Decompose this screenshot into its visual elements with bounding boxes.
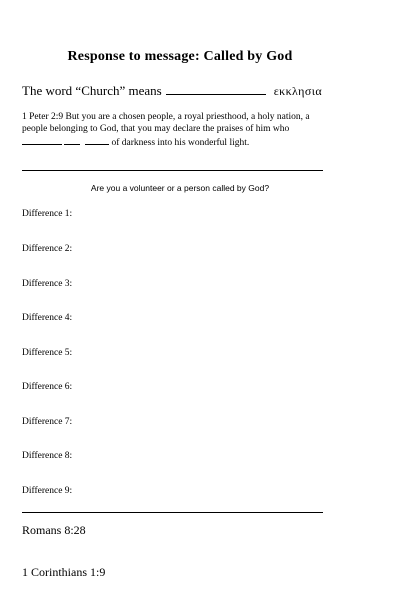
verse-blank-3 (85, 135, 109, 145)
scripture-passage (22, 111, 342, 149)
question-heading: Are you a volunteer or a person called by God? (90, 183, 270, 193)
church-definition-line (22, 82, 322, 99)
difference-label: Difference 3: (22, 279, 73, 289)
greek-word: εκκλησια (273, 84, 323, 98)
reference-romans: Romans 8:28 (22, 523, 86, 537)
difference-label: Difference 1: (22, 209, 73, 219)
difference-label: Difference 2: (22, 244, 73, 254)
difference-label: Difference 8: (22, 451, 73, 461)
difference-label: Difference 4: (22, 313, 73, 323)
church-prompt: The word “Church” means (22, 83, 162, 98)
verse-line-3: of darkness into his wonderful light. (111, 138, 250, 148)
church-answer-blank (166, 82, 266, 95)
difference-label: Difference 9: (22, 486, 73, 496)
difference-label: Difference 5: (22, 348, 73, 358)
divider-top (22, 170, 323, 171)
page-title: Response to message: Called by God (67, 49, 293, 64)
divider-bottom (22, 512, 323, 513)
verse-blank-2 (64, 135, 80, 145)
verse-line-2: people belonging to God, that you may declare the praises of him who (22, 124, 290, 134)
verse-line-1: 1 Peter 2:9 But you are a chosen people, a royal priesthood, a holy nation, a (22, 112, 310, 122)
difference-label: Difference 7: (22, 417, 73, 427)
reference-corinthians: 1 Corinthians 1:9 (22, 565, 106, 579)
verse-blank-1 (22, 135, 62, 145)
difference-label: Difference 6: (22, 382, 73, 392)
